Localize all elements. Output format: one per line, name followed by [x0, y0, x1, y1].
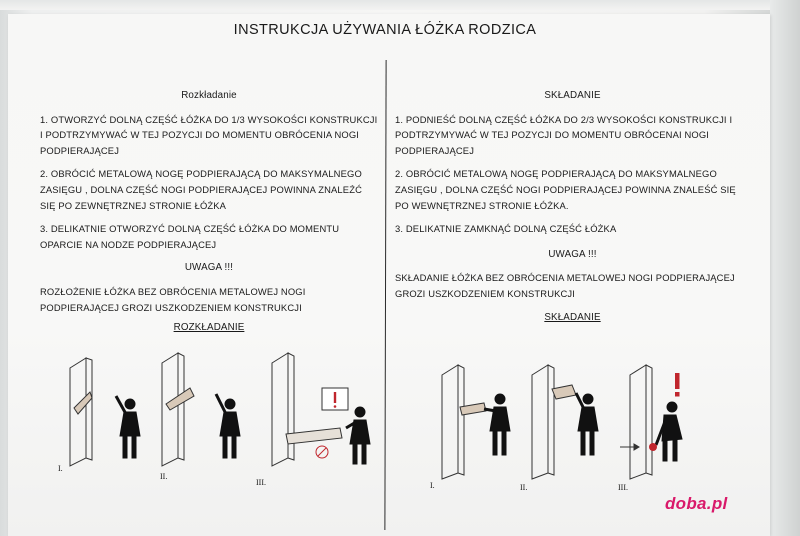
cabinet-fold-2: [532, 365, 576, 479]
unfolding-illustrations: [50, 348, 390, 488]
fold-step-label-2: II.: [520, 483, 528, 492]
wall-frame-right: [770, 0, 800, 536]
person-fold-figure-2: [576, 393, 598, 455]
unfolding-diagram: [50, 348, 390, 488]
right-diagram-heading: SKŁADANIE: [544, 311, 601, 323]
wall-frame-top: [0, 0, 800, 10]
pinch-point-icon: [649, 443, 657, 451]
cabinet-fold-3: [620, 365, 652, 479]
fold-step-label-3: III.: [618, 483, 628, 492]
watermark-logo: doba.pl: [665, 494, 728, 513]
left-step-3: 3. DELIKATNIE OTWORZYĆ DOLNĄ CZĘŚĆ ŁÓŻKA DO MOMENTU OPARCIE NA NODZE PODPIERAJĄCEJ: [40, 223, 340, 250]
person-fold-figure-1: [484, 394, 510, 455]
cabinet-step-3: [272, 353, 348, 466]
right-column: [395, 88, 750, 325]
left-warning-heading: UWAGA !!!: [184, 262, 234, 274]
folding-diagram: [420, 355, 720, 495]
cabinet-step-1: [70, 358, 92, 466]
left-heading: Rozkładanie: [181, 90, 237, 101]
right-warning-text: SKŁADANIE ŁÓŻKA BEZ OBRÓCENIA METALOWEJ NOGI PODPIERAJĄCEJ GROZI USZKODZENIEM KONSTRUKCJI: [395, 272, 735, 299]
folding-illustrations: [420, 355, 720, 495]
step-label-3: III.: [256, 478, 266, 487]
right-heading: SKŁADANIE: [544, 90, 601, 101]
person-figure-2: [216, 394, 240, 458]
fold-step-label-1: I.: [430, 481, 435, 490]
step-label-2: II.: [160, 472, 168, 481]
cabinet-fold-1: [442, 365, 486, 479]
left-diagram-heading: ROZKŁADANIE: [173, 322, 245, 334]
alert-exclamation-icon: [675, 373, 680, 397]
right-warning-heading: UWAGA !!!: [548, 248, 597, 260]
person-fold-figure-3: [656, 402, 682, 461]
right-step-3: 3. DELIKATNIE ZAMKNĄĆ DOLNĄ CZĘŚĆ ŁÓŻKA: [395, 223, 617, 235]
page-title: INSTRUKCJA UŻYWANIA ŁÓŻKA RODZICA: [233, 22, 537, 38]
left-step-1: 1. OTWORZYĆ DOLNĄ CZĘŚĆ ŁÓŻKA DO 1/3 WYSOKOŚCI KONSTRUKCJI I PODTRZYMYWAĆ W TEJ POZYCJI DO MOMENTU OBRÓCENIA NOGI PODPIERAJĄCEJ: [40, 113, 378, 156]
step-label-1: I.: [58, 464, 63, 473]
person-figure-1: [116, 396, 140, 458]
right-step-2: 2. OBRÓCIĆ METALOWĄ NOGĘ PODPIERAJĄCĄ DO MAKSYMALNEGO ZASIĘGU , DOLNA CZĘŚĆ NOGI PODPIERAJĄCEJ POWINNA ZNALEŚĆ SIĘ PO WEWNĘTRZNEJ STRONIE ŁÓŻKA.: [395, 168, 736, 211]
left-column: [40, 88, 378, 336]
right-step-1: 1. PODNIEŚĆ DOLNĄ CZĘŚĆ ŁÓŻKA DO 2/3 WYSOKOŚCI KONSTRUKCJI I PODTRZYMYWAĆ W TEJ POZYCJI DO MOMENTU OBRÓCENAI NOGI PODPIERAJĄCEJ: [395, 113, 733, 156]
left-step-2: 2. OBRÓCIĆ METALOWĄ NOGĘ PODPIERAJĄCĄ DO MAKSYMALNEGO ZASIĘGU , DOLNA CZĘŚĆ NOGI PODPIERAJĄCEJ POWINNA ZNALEŹĆ SIĘ PO ZEWNĘTRZNEJ STRONIE ŁÓŻKA: [40, 168, 362, 211]
cabinet-step-2: [162, 353, 194, 466]
person-figure-3: [346, 407, 370, 464]
left-warning-text: ROZŁOŻENIE ŁÓŻKA BEZ OBRÓCENIA METALOWEJ NOGI PODPIERAJĄCEJ GROZI USZKODZENIEM KONSTRUKCJI: [40, 285, 306, 313]
